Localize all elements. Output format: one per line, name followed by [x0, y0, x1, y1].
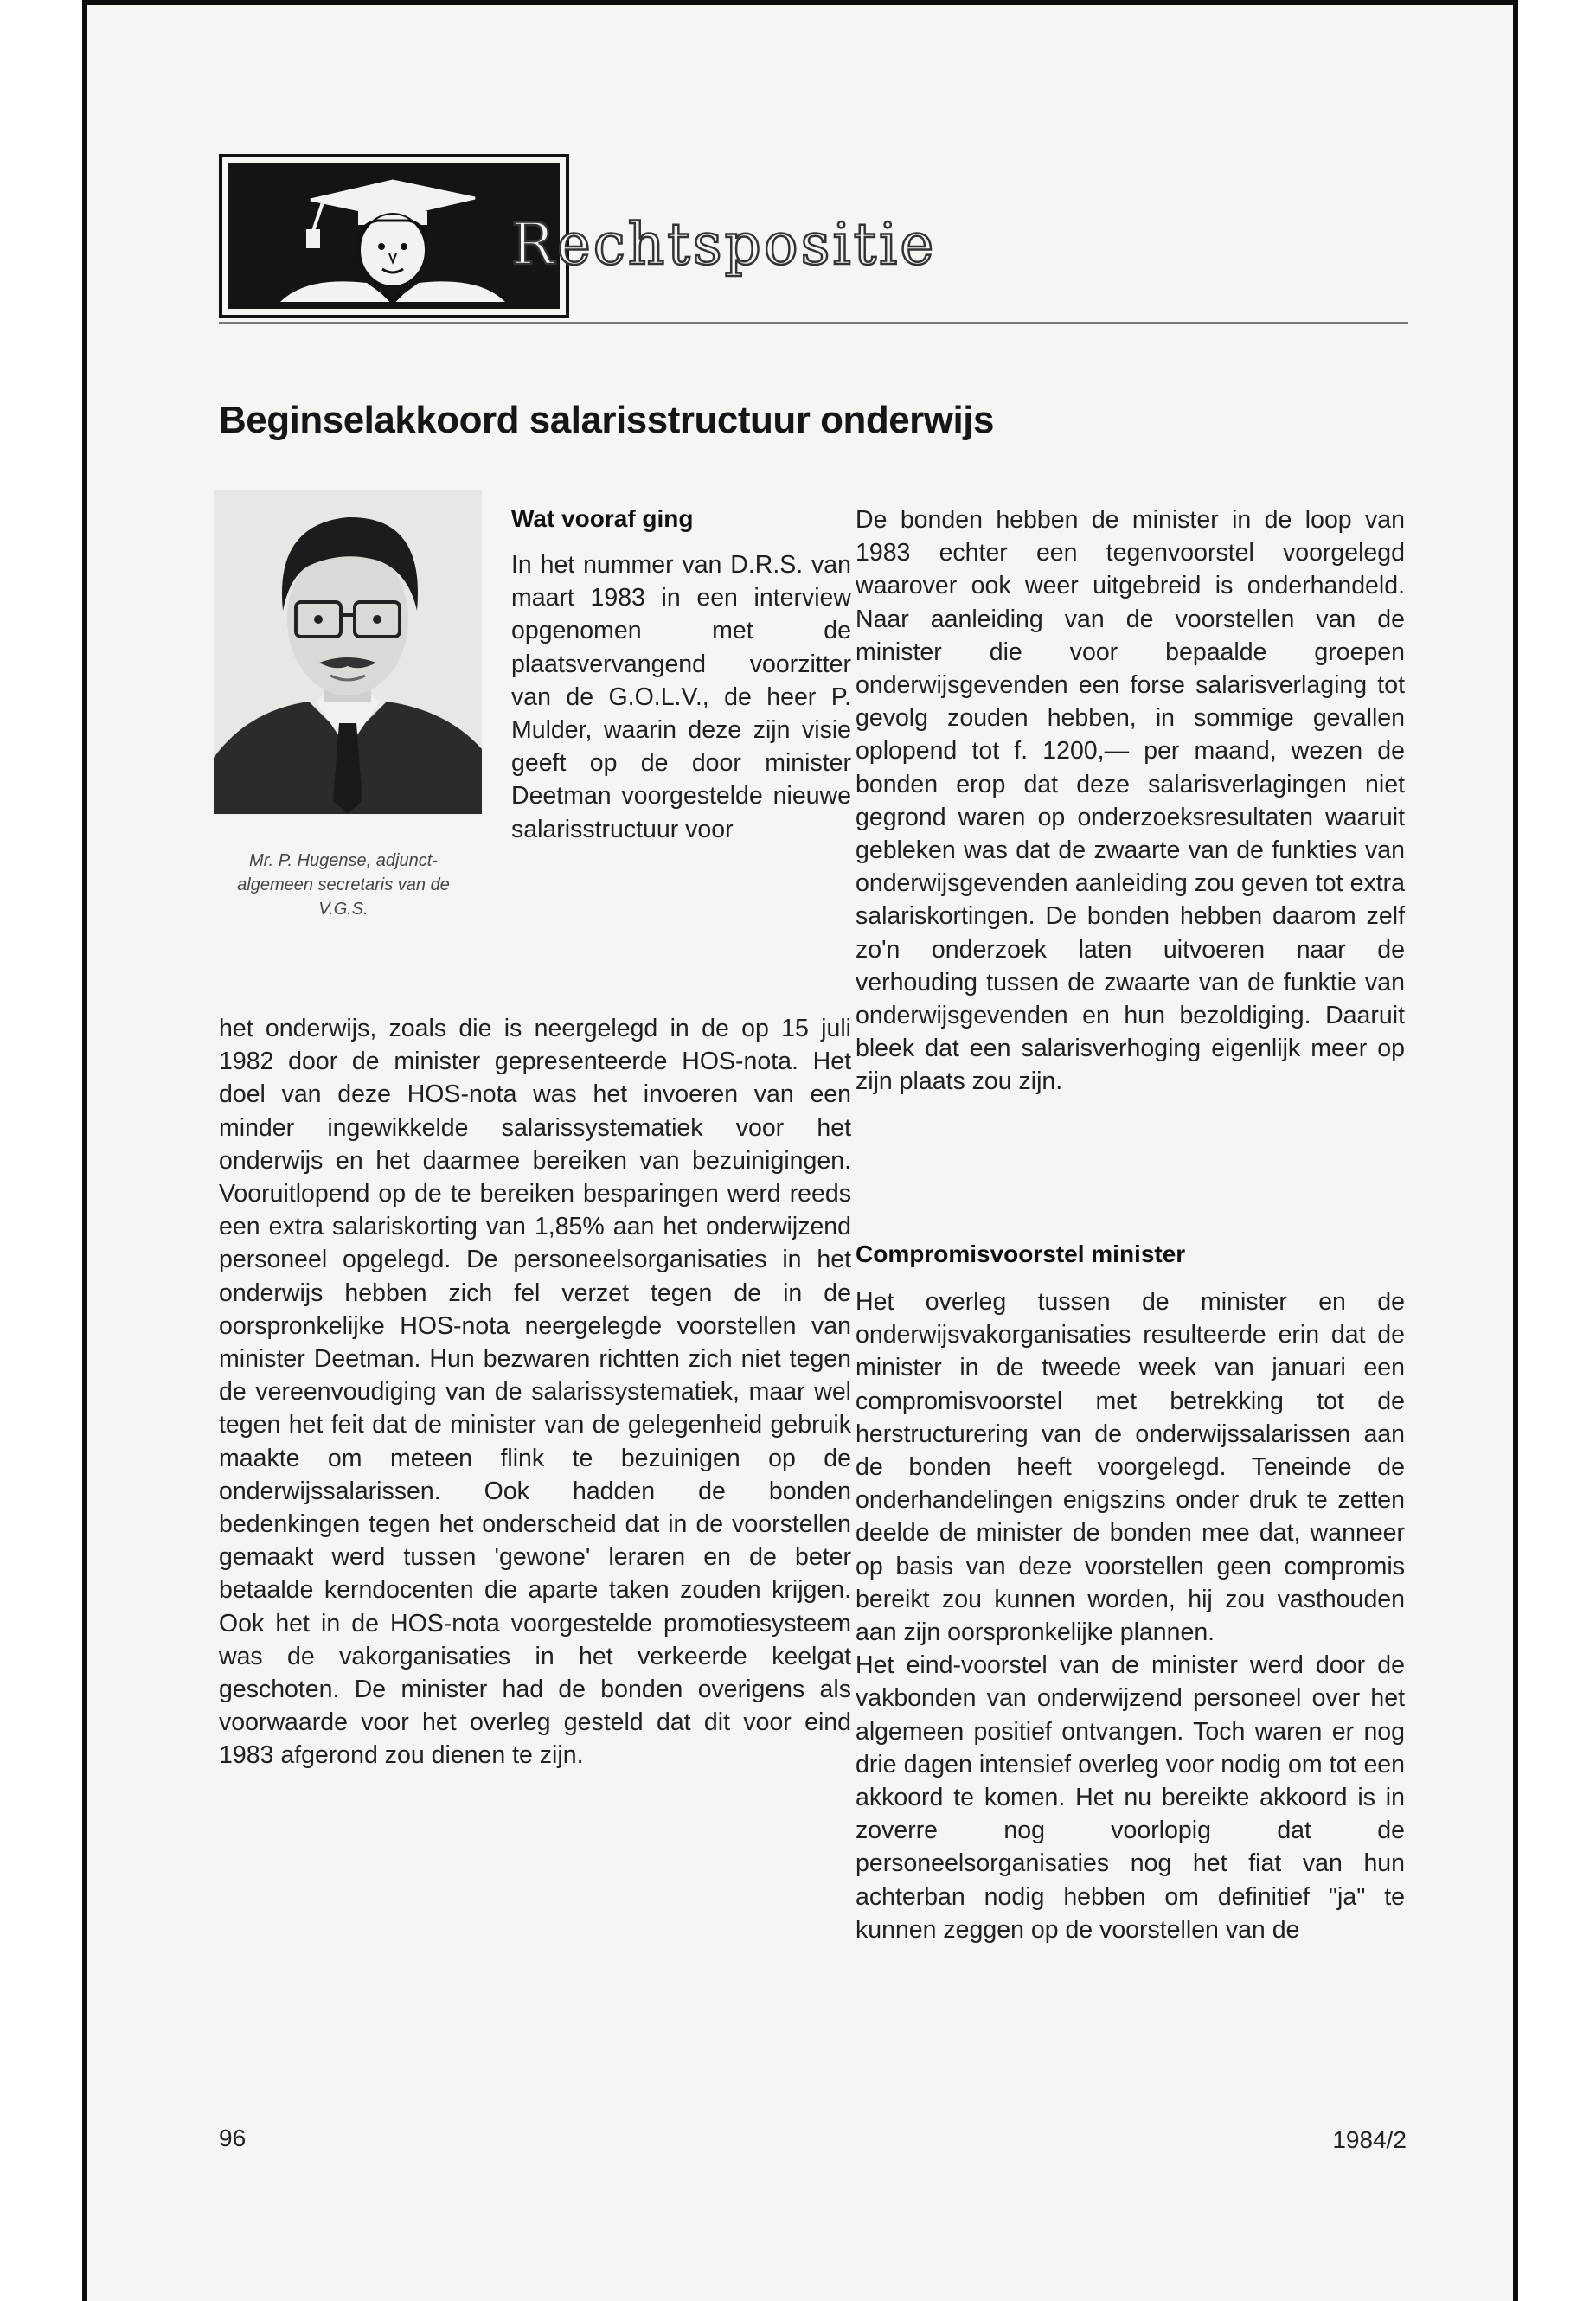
article-headline: Beginselakkoord salarisstructuur onderwijs [219, 399, 994, 441]
issue-label: 1984/2 [1332, 2126, 1407, 2153]
section2-text [856, 1285, 1405, 1946]
header-divider [219, 322, 1408, 324]
portrait-photo [214, 490, 482, 814]
section-heading: Wat vooraf ging [511, 505, 694, 532]
paragraph: Het eind-voorstel van de minister werd door de vakbonden van onderwijzend personeel over het algemeen positief ontvangen. Toch waren er nog drie dagen intensief overleg voor nodig om tot een akkoord te komen. Het nu bereikte akkoord is in zoverre nog voorlopig dat de personeelsorganisaties nog het fiat van hun achterban nodig hebben om definitief "ja" te kunnen zeggen op de voorstellen van de [856, 1651, 1405, 1944]
magazine-page [82, 0, 1518, 2301]
paragraph-intro: In het nummer van D.R.S. van maart 1983 in een interview opgenomen met de plaatsvervangend voorzitter van de G.O.L.V., de heer P. Mulder, waarin deze zijn visie geeft op de door minister Deetman voorgestelde nieuwe salarisstructuur voor [511, 551, 851, 843]
photo-caption: Mr. P. Hugense, adjunct-algemeen secretaris van de V.G.S. [237, 851, 450, 919]
page-number: 96 [219, 2125, 247, 2151]
section-title: Rechtspositie [511, 211, 937, 278]
paragraph-bonden: De bonden hebben de minister in de loop van 1983 echter een tegenvoorstel voorgelegd waarover ook weer uitgebreid is onderhandeld. Naar aanleiding van de voorstellen van de minister die voor bepaalde groepen onderwijsgevenden een forse salarisverlaging tot gevolg zouden hebben, in sommige gevallen oplopend tot f. 1200,— per maand, wezen de bonden erop dat deze salarisverlagingen niet gegrond waren op onderzoeksresultaten waaruit gebleken was dat de zwaarte van de funkties van onderwijsgevenden aanleiding zou geven tot extra salariskortingen. De bonden hebben daarom zelf zo'n onderzoek laten uitvoeren naar de verhouding tussen de zwaarte van de funktie van onderwijsgevenden en hun bezoldiging. Daaruit bleek dat een salarisverhoging eigenlijk meer op zijn plaats zou zijn. [856, 506, 1405, 1096]
paragraph: Het overleg tussen de minister en de onderwijsvakorganisaties resulteerde erin dat de minister in de tweede week van januari een compromisvoorstel met betrekking tot de herstructurering van de onderwijssalarissen aan de bonden heeft voorgelegd. Teneinde de onderhandelingen enigszins onder druk te zetten deelde de minister de bonden mee dat, wanneer op basis van deze voorstellen geen compromis bereikt zou kunnen worden, hij zou vasthouden aan zijn oorspronkelijke plannen. [856, 1288, 1405, 1647]
paragraph-continued: het onderwijs, zoals die is neergelegd in de op 15 juli 1982 door de minister gepresenteerde HOS-nota. Het doel van deze HOS-nota was het invoeren van een minder ingewikkelde salarissystematiek voor het onderwijs en het daarmee bereiken van bezuinigingen. Vooruitlopend op de te bereiken besparingen werd reeds een extra salariskorting van 1,85% aan het onderwijzend personeel opgelegd. De personeelsorganisaties in het onderwijs hebben zich fel verzet tegen de in de oorspronkelijke HOS-nota neergelegde voorstellen van minister Deetman. Hun bezwaren richtten zich niet tegen de vereenvoudiging van de salarissystematiek, maar wel tegen het feit dat de minister van de gelegenheid gebruik maakte om meteen flink te bezuinigen op de onderwijssalarissen. Ook hadden de bonden bedenkingen tegen het onderscheid dat in de voorstellen gemaakt werd tussen 'gewone' leraren en de beter betaalde kerndocenten die aparte taken zouden krijgen. Ook het in de HOS-nota voorgestelde promotiesysteem was de vakorganisaties in het verkeerde keelgat geschoten. De minister had de bonden overigens als voorwaarde voor het overleg gesteld dat dit voor eind 1983 afgerond zou dienen te zijn. [219, 1015, 851, 1770]
graduate-figure-icon [228, 163, 560, 309]
section-heading: Compromisvoorstel minister [856, 1240, 1186, 1267]
